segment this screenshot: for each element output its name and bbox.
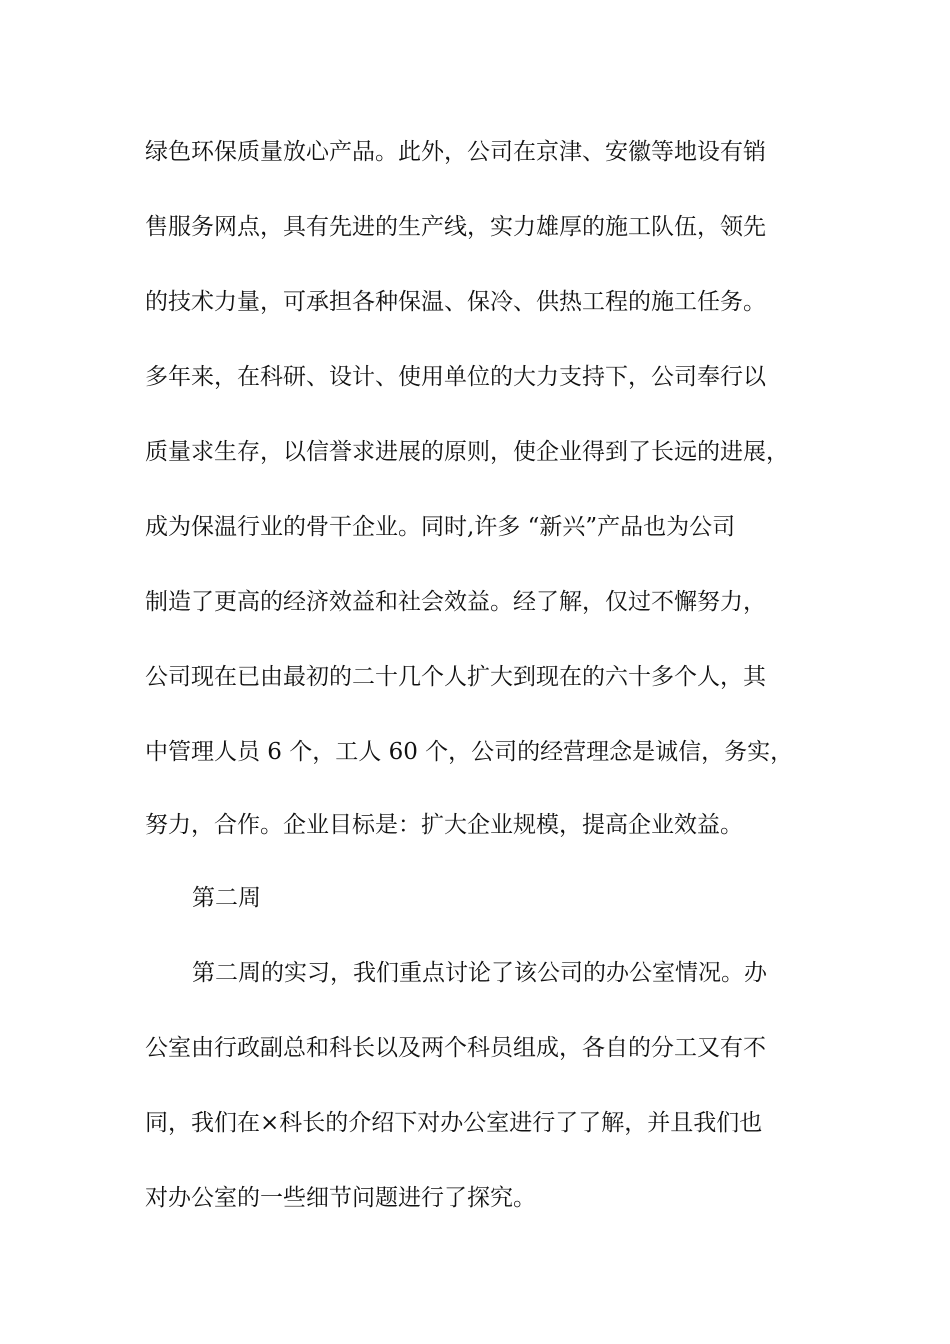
paragraph-line: 公室由行政副总和科长以及两个科员组成，各自的分工又有不: [145, 1035, 766, 1061]
paragraph-line: 的技术力量，可承担各种保温、保冷、供热工程的施工任务。: [145, 289, 766, 315]
paragraph-line: 努力，合作。企业目标是：扩大企业规模，提高企业效益。: [145, 812, 743, 838]
paragraph-line: 绿色环保质量放心产品。此外，公司在京津、安徽等地设有销: [145, 139, 766, 165]
paragraph-line: 公司现在已由最初的二十几个人扩大到现在的六十多个人，其: [145, 664, 766, 690]
section-heading: 第二周: [192, 885, 261, 911]
paragraph-line: 对办公室的一些细节问题进行了探究。: [145, 1185, 536, 1211]
paragraph-line: 中管理人员 6 个，工人 60 个，公司的经营理念是诚信，务实，: [145, 739, 794, 765]
paragraph-line: 质量求生存，以信誉求进展的原则，使企业得到了长远的进展，: [145, 439, 789, 465]
paragraph-line: 多年来，在科研、设计、使用单位的大力支持下，公司奉行以: [145, 364, 766, 390]
paragraph-line: 同，我们在×科长的介绍下对办公室进行了了解，并且我们也: [145, 1110, 763, 1136]
paragraph-line: 第二周的实习，我们重点讨论了该公司的办公室情况。办: [192, 960, 767, 986]
paragraph-line: 成为保温行业的骨干企业。同时,许多 “新兴”产品也为公司: [145, 514, 736, 540]
paragraph-line: 制造了更高的经济效益和社会效益。经了解，仅过不懈努力，: [145, 589, 766, 615]
paragraph-line: 售服务网点，具有先进的生产线，实力雄厚的施工队伍，领先: [145, 214, 766, 240]
